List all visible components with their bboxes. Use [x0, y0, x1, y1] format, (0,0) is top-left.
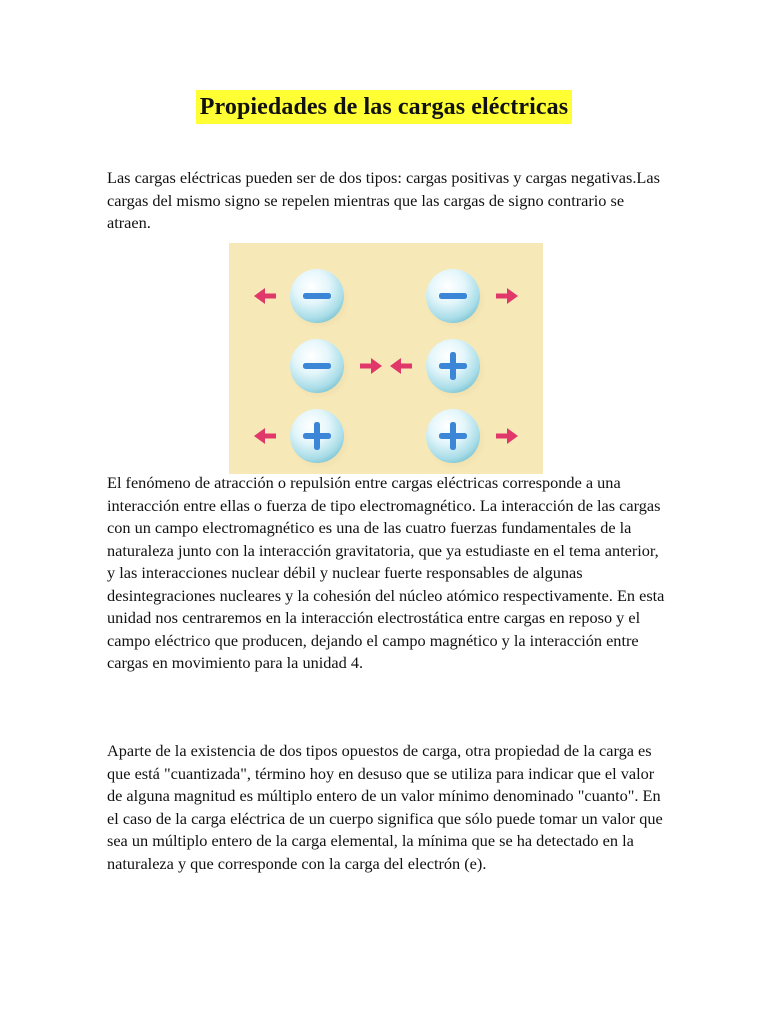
- attract-arrow-right-icon: [360, 358, 382, 374]
- repel-arrow-left-icon: [254, 428, 276, 444]
- charge-negative-right-row1: [426, 269, 486, 330]
- charge-negative-left-row1: [290, 269, 350, 330]
- charge-positive-left-row3: [290, 409, 350, 470]
- charges-diagram: [229, 243, 543, 474]
- repel-arrow-right-icon: [496, 288, 518, 304]
- charge-positive-right-row3: [426, 409, 486, 470]
- title-container: [0, 90, 768, 124]
- page-title: Propiedades de las cargas eléctricas: [196, 90, 572, 124]
- paragraph-charge-quantization: Aparte de la existencia de dos tipos opuestos de carga, otra propiedad de la carga es que está "cuantizada", término hoy en desuso que se utiliza para indicar que el valor de alguna magnitud es múltiplo entero de un valor mínimo denominado "cuanto". En el caso de la carga eléctrica de un cuerpo significa que sólo puede tomar un valor que sea un múltiplo entero de la carga elemental, la mínima que se ha detectado en la naturaleza y que corresponde con la carga del electrón (e).: [107, 741, 663, 873]
- repel-arrow-left-icon: [254, 288, 276, 304]
- charge-negative-left-row2: [290, 339, 350, 400]
- paragraph-charge-types: Las cargas eléctricas pueden ser de dos tipos: cargas positivas y cargas negativas.Las cargas del mismo signo se repelen mientras que las cargas de signo contrario se atraen.: [107, 168, 660, 232]
- attract-arrow-left-icon: [390, 358, 412, 374]
- charge-positive-right-row2: [426, 339, 486, 400]
- paragraph-electromagnetic-interaction: El fenómeno de atracción o repulsión entre cargas eléctricas corresponde a una interacción entre ellas o fuerza de tipo electromagnético. La interacción de las cargas con un campo electromagnético es una de las cuatro fuerzas fundamentales de la naturaleza junto con la interacción gravitatoria, que ya estudiaste en el tema anterior, y las interacciones nuclear débil y nuclear fuerte responsables de algunas desintegraciones nucleares y la cohesión del núcleo atómico respectivamente. En esta unidad nos centraremos en la interacción electrostática entre cargas en reposo y el campo eléctrico que producen, dejando el campo magnético y la interacción entre cargas en movimiento para la unidad 4.: [107, 473, 665, 672]
- repel-arrow-right-icon: [496, 428, 518, 444]
- charges-interaction-figure: [229, 243, 543, 474]
